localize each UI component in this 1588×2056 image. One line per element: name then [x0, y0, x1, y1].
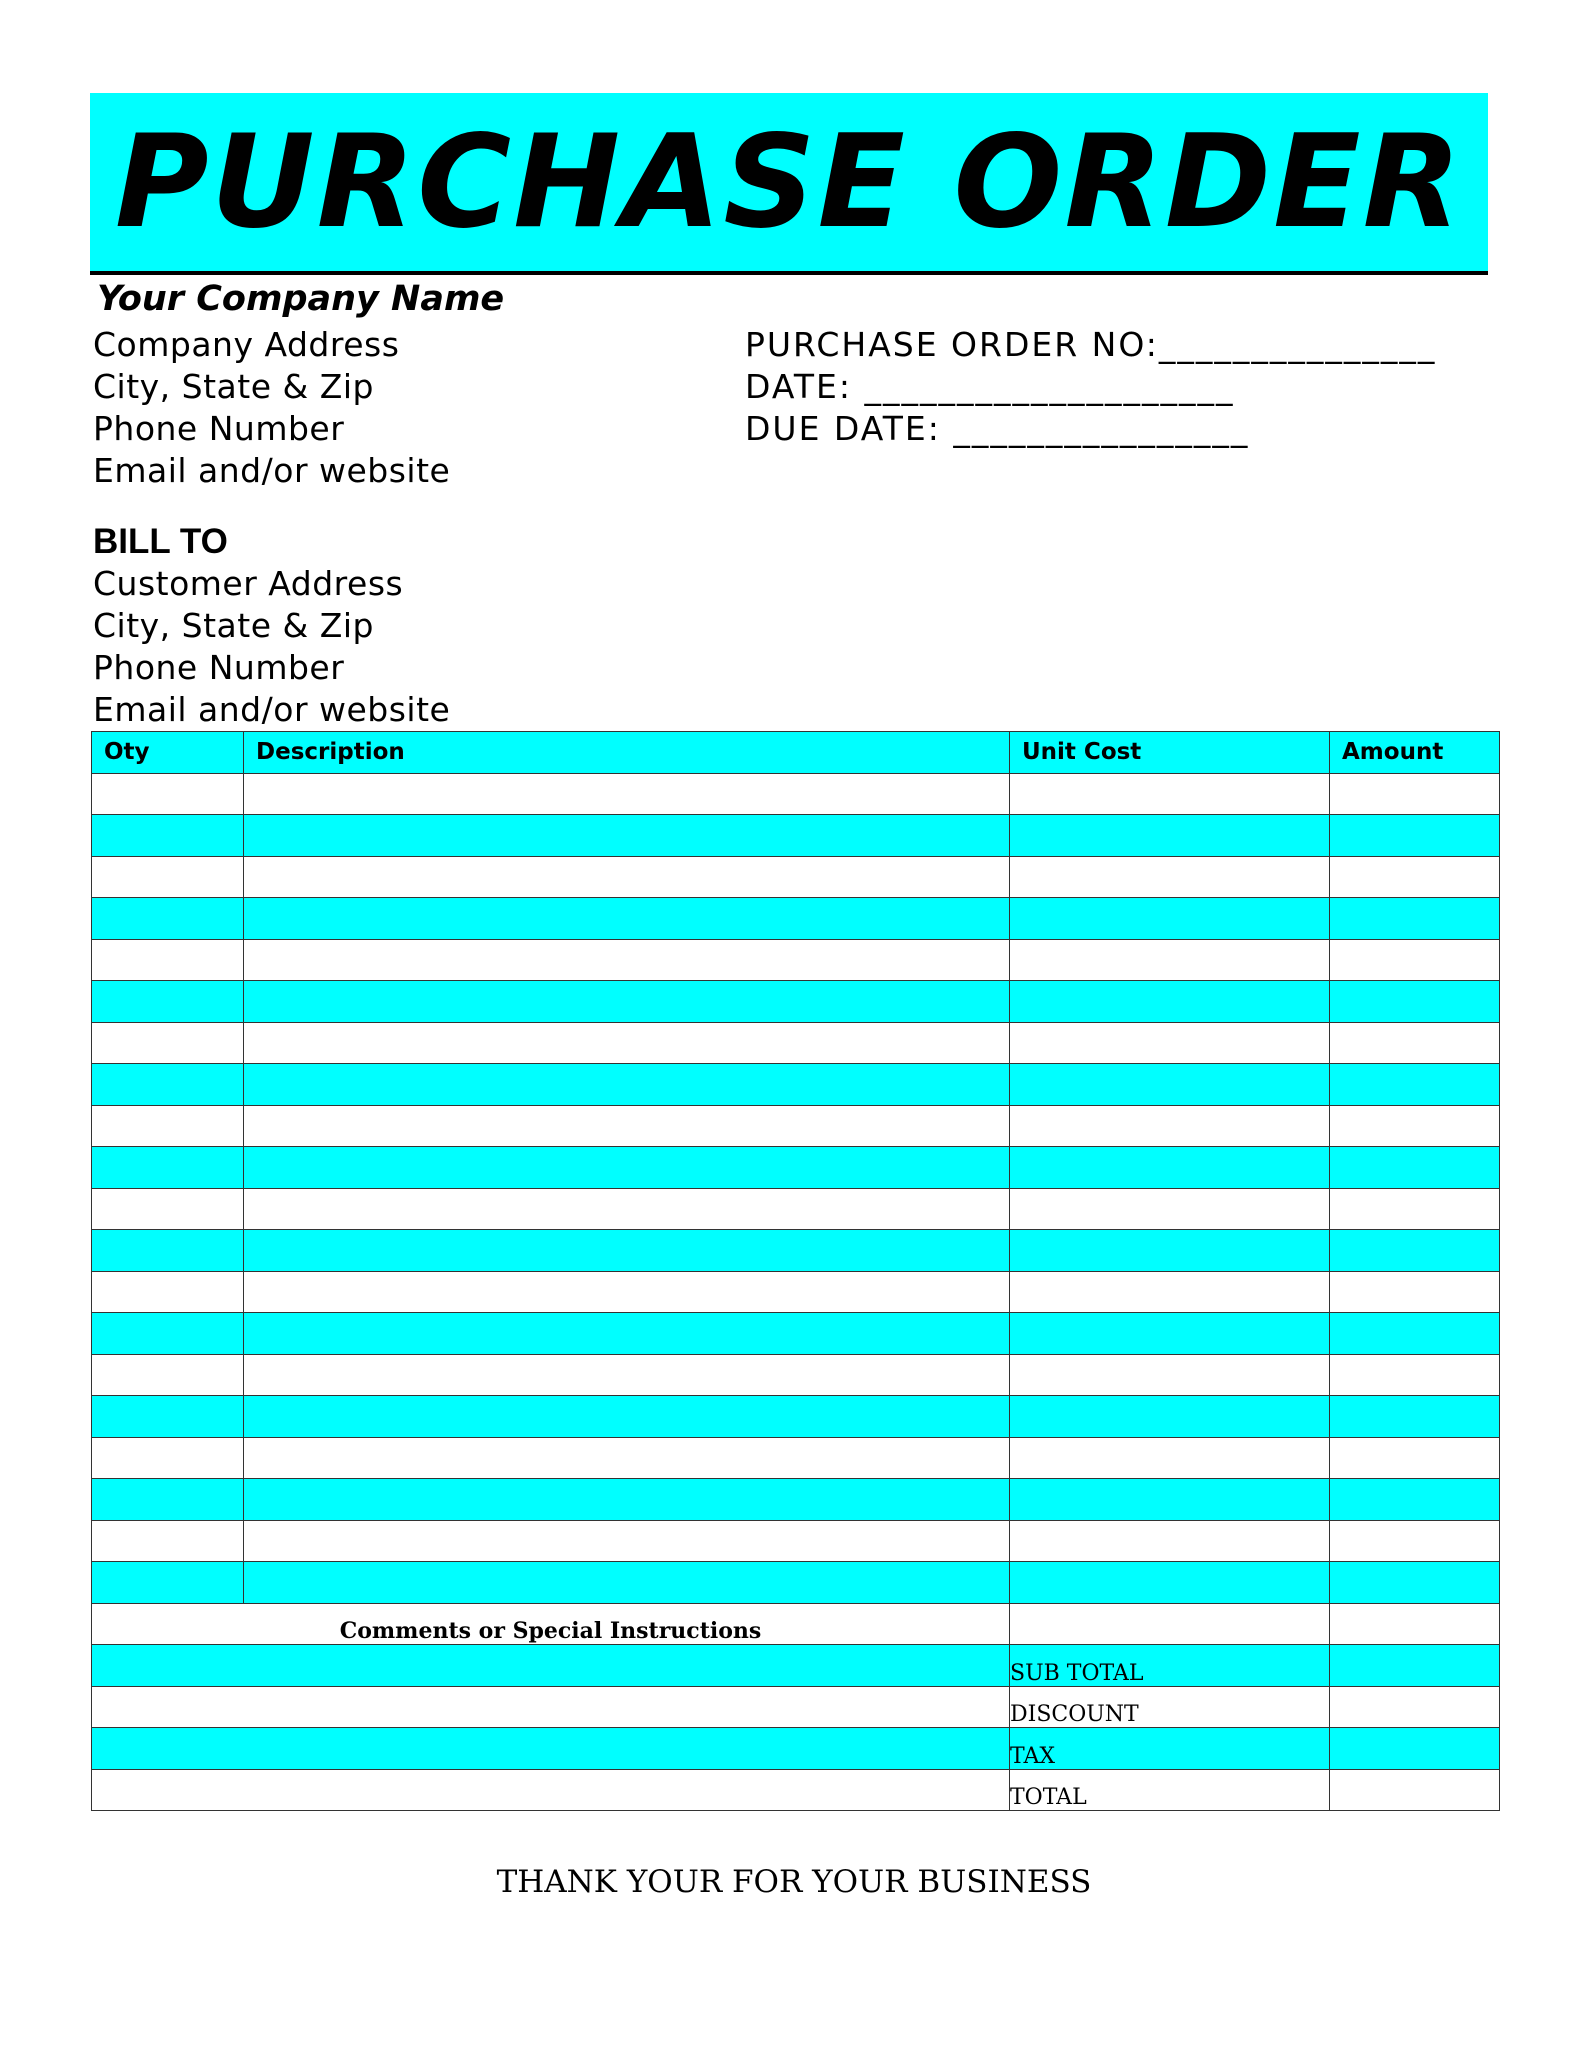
description-cell[interactable]	[244, 856, 1010, 898]
table-row	[92, 1064, 1500, 1106]
company-email-website: Email and/or website	[93, 451, 451, 490]
total-amount[interactable]	[1330, 1769, 1500, 1811]
comments-line[interactable]	[92, 1645, 1010, 1687]
description-cell[interactable]	[244, 898, 1010, 940]
description-cell[interactable]	[244, 815, 1010, 857]
qty-cell[interactable]	[92, 1354, 244, 1396]
description-cell[interactable]	[244, 1064, 1010, 1106]
description-cell[interactable]	[244, 981, 1010, 1023]
description-cell[interactable]	[244, 1437, 1010, 1479]
thank-you-footer: THANK YOUR FOR YOUR BUSINESS	[496, 1864, 1092, 1900]
qty-cell[interactable]	[92, 1147, 244, 1189]
table-row	[92, 773, 1500, 815]
col-header-unit-cost: Unit Cost	[1010, 732, 1330, 774]
table-row	[92, 1437, 1500, 1479]
comments-line[interactable]	[92, 1728, 1010, 1770]
unit-cost-cell[interactable]	[1010, 981, 1330, 1023]
unit-cost-cell[interactable]	[1010, 1022, 1330, 1064]
unit-cost-cell[interactable]	[1010, 1105, 1330, 1147]
subtotal-amount[interactable]	[1330, 1645, 1500, 1687]
tax-label: TAX	[1010, 1728, 1330, 1770]
unit-cost-cell[interactable]	[1010, 1147, 1330, 1189]
tax-amount[interactable]	[1330, 1728, 1500, 1770]
qty-cell[interactable]	[92, 1437, 244, 1479]
customer-address: Customer Address	[93, 564, 404, 603]
customer-email-website: Email and/or website	[93, 690, 451, 729]
unit-cost-cell[interactable]	[1010, 1271, 1330, 1313]
table-row	[92, 1188, 1500, 1230]
table-row	[92, 1396, 1500, 1438]
unit-cost-cell[interactable]	[1010, 1064, 1330, 1106]
table-row	[92, 1313, 1500, 1355]
description-cell[interactable]	[244, 1147, 1010, 1189]
description-cell[interactable]	[244, 1354, 1010, 1396]
amount-cell[interactable]	[1330, 1271, 1500, 1313]
unit-cost-cell[interactable]	[1010, 1396, 1330, 1438]
customer-phone: Phone Number	[93, 648, 345, 687]
item-rows	[92, 773, 1500, 1603]
date-field[interactable]: DATE: ____________________	[745, 367, 1235, 406]
qty-cell[interactable]	[92, 773, 244, 815]
unit-cost-cell[interactable]	[1010, 1562, 1330, 1604]
amount-cell[interactable]	[1330, 981, 1500, 1023]
qty-cell[interactable]	[92, 1105, 244, 1147]
description-cell[interactable]	[244, 1230, 1010, 1272]
summary-amount-cell[interactable]	[1330, 1603, 1500, 1645]
qty-cell[interactable]	[92, 1479, 244, 1521]
amount-cell[interactable]	[1330, 1188, 1500, 1230]
qty-cell[interactable]	[92, 815, 244, 857]
total-label: TOTAL	[1010, 1769, 1330, 1811]
qty-cell[interactable]	[92, 1520, 244, 1562]
qty-cell[interactable]	[92, 939, 244, 981]
amount-cell[interactable]	[1330, 1479, 1500, 1521]
items-table	[91, 731, 1500, 1811]
amount-cell[interactable]	[1330, 1354, 1500, 1396]
bill-to-heading: BILL TO	[93, 522, 228, 561]
amount-cell[interactable]	[1330, 1230, 1500, 1272]
page-title: PURCHASE ORDER	[114, 107, 1464, 257]
amount-cell[interactable]	[1330, 856, 1500, 898]
unit-cost-cell[interactable]	[1010, 1437, 1330, 1479]
unit-cost-cell[interactable]	[1010, 1479, 1330, 1521]
description-cell[interactable]	[244, 773, 1010, 815]
amount-cell[interactable]	[1330, 939, 1500, 981]
amount-cell[interactable]	[1330, 1105, 1500, 1147]
qty-cell[interactable]	[92, 1562, 244, 1604]
table-row	[92, 1105, 1500, 1147]
unit-cost-cell[interactable]	[1010, 939, 1330, 981]
subtotal-label: SUB TOTAL	[1010, 1645, 1330, 1687]
amount-cell[interactable]	[1330, 898, 1500, 940]
amount-cell[interactable]	[1330, 1520, 1500, 1562]
description-cell[interactable]	[244, 1105, 1010, 1147]
comments-line[interactable]	[92, 1686, 1010, 1728]
table-row	[92, 939, 1500, 981]
unit-cost-cell[interactable]	[1010, 1188, 1330, 1230]
title-banner	[90, 93, 1488, 275]
description-cell[interactable]	[244, 1396, 1010, 1438]
unit-cost-cell[interactable]	[1010, 898, 1330, 940]
col-header-amount: Amount	[1330, 732, 1500, 774]
unit-cost-cell[interactable]	[1010, 1520, 1330, 1562]
amount-cell[interactable]	[1330, 815, 1500, 857]
description-cell[interactable]	[244, 1479, 1010, 1521]
unit-cost-cell[interactable]	[1010, 1230, 1330, 1272]
comments-line[interactable]	[92, 1769, 1010, 1811]
table-row	[92, 1147, 1500, 1189]
table-row	[92, 898, 1500, 940]
qty-cell[interactable]	[92, 981, 244, 1023]
qty-cell[interactable]	[92, 1313, 244, 1355]
description-cell[interactable]	[244, 1313, 1010, 1355]
table-row	[92, 856, 1500, 898]
summary-section	[92, 1603, 1500, 1811]
summary-row	[92, 1686, 1500, 1728]
amount-cell[interactable]	[1330, 1562, 1500, 1604]
bill-to-info	[93, 563, 450, 731]
summary-label-cell	[1010, 1603, 1330, 1645]
table-row	[92, 815, 1500, 857]
qty-cell[interactable]	[92, 1271, 244, 1313]
table-row	[92, 1271, 1500, 1313]
qty-cell[interactable]	[92, 1396, 244, 1438]
amount-cell[interactable]	[1330, 1022, 1500, 1064]
amount-cell[interactable]	[1330, 773, 1500, 815]
qty-cell[interactable]	[92, 856, 244, 898]
table-row	[92, 1022, 1500, 1064]
company-phone: Phone Number	[93, 409, 345, 448]
company-city-state-zip: City, State & Zip	[93, 367, 374, 406]
company-address: Company Address	[93, 325, 400, 364]
col-header-qty: Oty	[92, 732, 244, 774]
qty-cell[interactable]	[92, 1188, 244, 1230]
table-row	[92, 981, 1500, 1023]
col-header-description: Description	[244, 732, 1010, 774]
order-fields	[745, 324, 1436, 450]
table-row	[92, 1230, 1500, 1272]
due-date-field[interactable]: DUE DATE: ________________	[745, 409, 1250, 448]
description-cell[interactable]	[244, 1562, 1010, 1604]
summary-row	[92, 1728, 1500, 1770]
description-cell[interactable]	[244, 1022, 1010, 1064]
description-cell[interactable]	[244, 1188, 1010, 1230]
unit-cost-cell[interactable]	[1010, 856, 1330, 898]
table-row	[92, 1562, 1500, 1604]
description-cell[interactable]	[244, 939, 1010, 981]
customer-city-state-zip: City, State & Zip	[93, 606, 374, 645]
summary-row	[92, 1645, 1500, 1687]
po-number-field[interactable]: PURCHASE ORDER NO:_______________	[745, 325, 1437, 364]
comments-label: Comments or Special Instructions	[92, 1603, 1010, 1645]
amount-cell[interactable]	[1330, 1437, 1500, 1479]
amount-cell[interactable]	[1330, 1313, 1500, 1355]
unit-cost-cell[interactable]	[1010, 1354, 1330, 1396]
qty-cell[interactable]	[92, 1022, 244, 1064]
unit-cost-cell[interactable]	[1010, 773, 1330, 815]
table-row	[92, 1354, 1500, 1396]
description-cell[interactable]	[244, 1271, 1010, 1313]
table-row	[92, 1479, 1500, 1521]
amount-cell[interactable]	[1330, 1064, 1500, 1106]
table-header-row	[92, 732, 1500, 774]
qty-cell[interactable]	[92, 1064, 244, 1106]
amount-cell[interactable]	[1330, 1147, 1500, 1189]
discount-amount[interactable]	[1330, 1686, 1500, 1728]
description-cell[interactable]	[244, 1520, 1010, 1562]
table-row	[92, 1520, 1500, 1562]
unit-cost-cell[interactable]	[1010, 1313, 1330, 1355]
summary-row	[92, 1769, 1500, 1811]
company-name: Your Company Name	[97, 279, 505, 319]
qty-cell[interactable]	[92, 1230, 244, 1272]
company-info	[93, 324, 450, 492]
unit-cost-cell[interactable]	[1010, 815, 1330, 857]
discount-label: DISCOUNT	[1010, 1686, 1330, 1728]
amount-cell[interactable]	[1330, 1396, 1500, 1438]
comments-row	[92, 1603, 1500, 1645]
qty-cell[interactable]	[92, 898, 244, 940]
